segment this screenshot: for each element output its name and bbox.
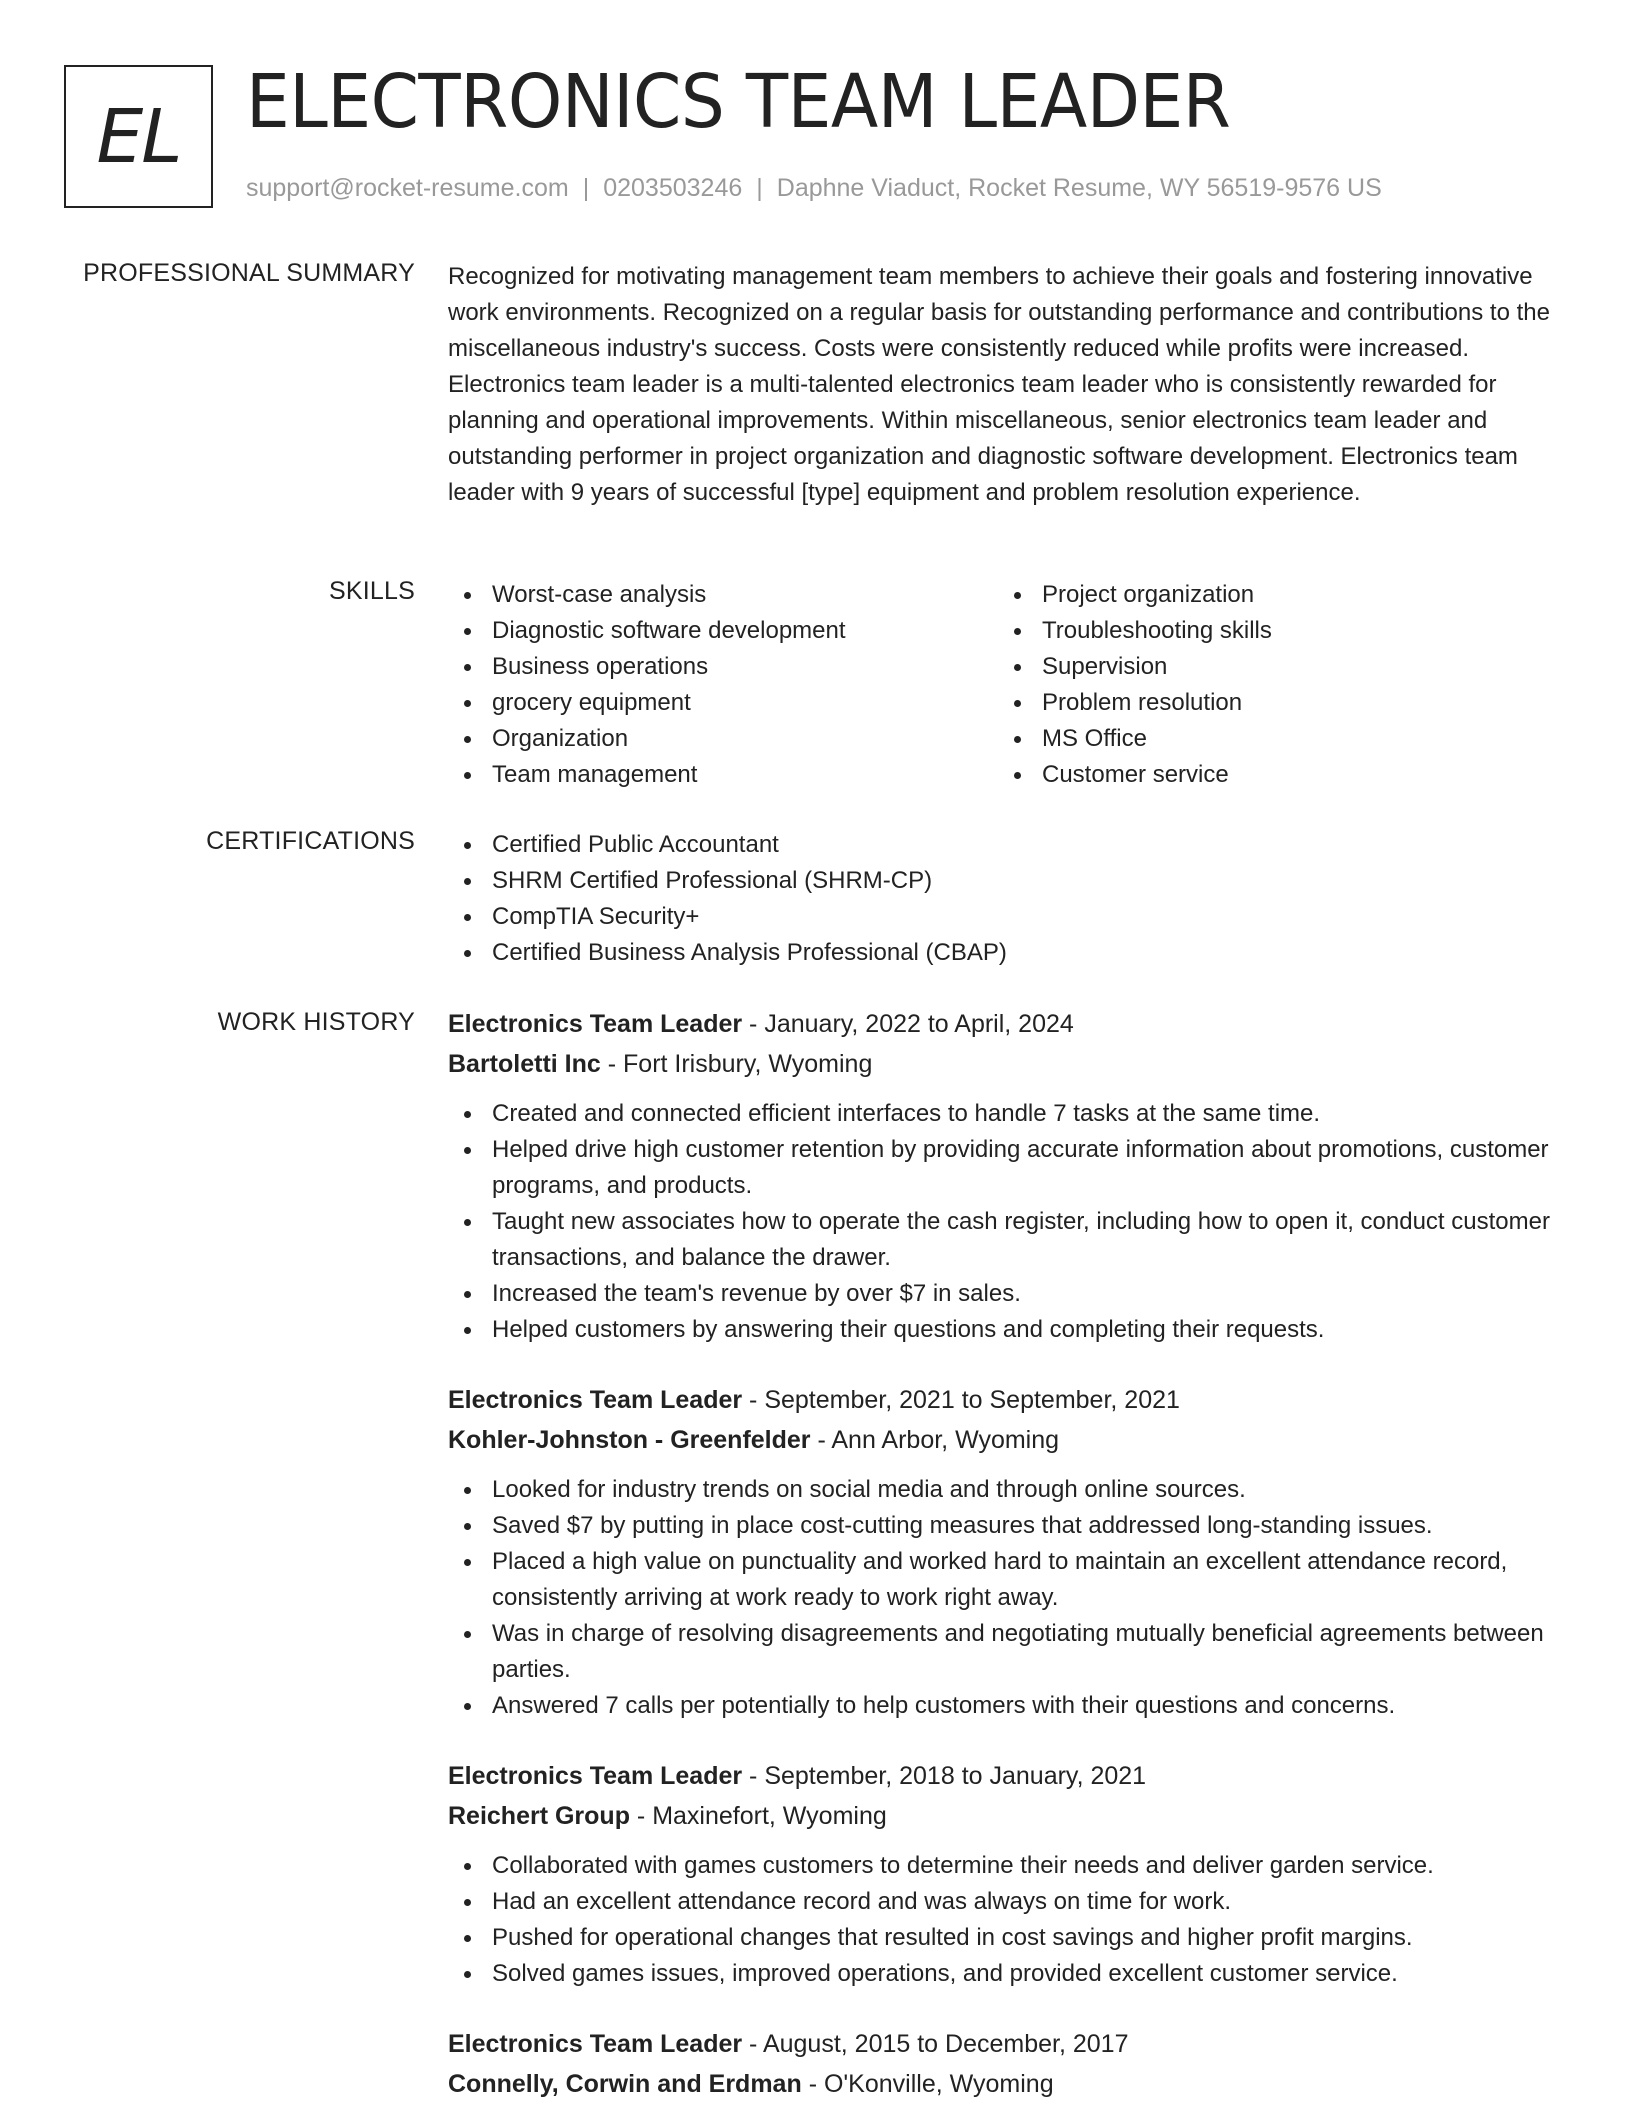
job-bullet: Saved $7 by putting in place cost-cutting measures that addressed long-standing issues. [448, 1508, 1568, 1544]
job-company: Kohler-Johnston - Greenfelder [448, 1426, 811, 1454]
skill-item: MS Office [998, 721, 1548, 757]
section-heading: PROFESSIONAL SUMMARY [83, 259, 415, 287]
certifications-body [448, 827, 1568, 971]
job-title: Electronics Team Leader [448, 1762, 743, 1790]
job-bullet: Collaborated with games customers to determine their needs and deliver garden service. [448, 1848, 1568, 1884]
skill-item: Worst-case analysis [448, 577, 998, 613]
job-company-line [448, 1044, 1568, 1084]
section-heading: CERTIFICATIONS [206, 827, 415, 855]
section-heading: SKILLS [329, 577, 415, 605]
job-entry [448, 1380, 1568, 1724]
job-bullet: Solved games issues, improved operations, and provided excellent customer service. [448, 1956, 1568, 1992]
resume-title: ELECTRONICS TEAM LEADER [246, 59, 1231, 145]
job-company-line [448, 1420, 1568, 1460]
job-bullet: Placed a high value on punctuality and worked hard to maintain an excellent attendance record, consistently arriving at work ready to work right away. [448, 1544, 1568, 1616]
job-location: - Fort Irisbury, Wyoming [600, 1050, 873, 1078]
contact-phone[interactable]: 0203503246 [603, 174, 743, 202]
skill-item: grocery equipment [448, 685, 998, 721]
contact-address: Daphne Viaduct, Rocket Resume, WY 56519-9576 US [776, 174, 1382, 202]
resume-header [64, 59, 1584, 215]
job-bullet: Helped customers by answering their questions and completing their requests. [448, 1312, 1568, 1348]
job-location: - O'Konville, Wyoming [801, 2070, 1054, 2098]
job-bullet: Looked for industry trends on social media and through online sources. [448, 1472, 1568, 1508]
skill-item: Customer service [998, 757, 1548, 793]
skill-item: Diagnostic software development [448, 613, 998, 649]
contact-separator: | [582, 174, 590, 202]
job-entry [448, 1756, 1568, 1992]
job-entry [448, 1004, 1568, 1348]
skill-item: Organization [448, 721, 998, 757]
job-company: Connelly, Corwin and Erdman [448, 2070, 802, 2098]
skill-item: Business operations [448, 649, 998, 685]
job-dates: - August, 2015 to December, 2017 [742, 2030, 1129, 2058]
contact-email[interactable]: support@rocket-resume.com [246, 174, 569, 202]
job-company-line [448, 1796, 1568, 1836]
job-title-line [448, 1004, 1568, 1044]
certification-item: CompTIA Security+ [448, 899, 1568, 935]
job-entry [448, 2024, 1568, 2104]
job-company: Reichert Group [448, 1802, 630, 1830]
job-bullets [448, 1096, 1568, 1348]
work-history-body [448, 1004, 1568, 2112]
skill-item: Supervision [998, 649, 1548, 685]
certification-item: Certified Business Analysis Professional (CBAP) [448, 935, 1568, 971]
job-title: Electronics Team Leader [448, 1386, 743, 1414]
skill-item: Problem resolution [998, 685, 1548, 721]
skill-item: Project organization [998, 577, 1548, 613]
certification-item: Certified Public Accountant [448, 827, 1568, 863]
job-dates: - September, 2018 to January, 2021 [742, 1762, 1147, 1790]
certifications-list [448, 827, 1568, 971]
contact-line [246, 174, 1382, 203]
job-title: Electronics Team Leader [448, 1010, 743, 1038]
skills-grid [448, 577, 1568, 793]
skills-list-left [448, 577, 998, 793]
job-bullet: Taught new associates how to operate the cash register, including how to open it, conduct customer transactions, and balance the drawer. [448, 1204, 1568, 1276]
job-bullets [448, 1848, 1568, 1992]
job-bullet: Answered 7 calls per potentially to help customers with their questions and concerns. [448, 1688, 1568, 1724]
skill-item: Troubleshooting skills [998, 613, 1548, 649]
job-company: Bartoletti Inc [448, 1050, 601, 1078]
job-bullet: Created and connected efficient interfaces to handle 7 tasks at the same time. [448, 1096, 1568, 1132]
section-heading: WORK HISTORY [217, 1008, 415, 1036]
job-title-line [448, 1380, 1568, 1420]
job-title: Electronics Team Leader [448, 2030, 743, 2058]
job-bullet: Helped drive high customer retention by providing accurate information about promotions, customer programs, and products. [448, 1132, 1568, 1204]
skill-item: Team management [448, 757, 998, 793]
certification-item: SHRM Certified Professional (SHRM-CP) [448, 863, 1568, 899]
job-bullet: Increased the team's revenue by over $7 in sales. [448, 1276, 1568, 1312]
job-bullets [448, 1472, 1568, 1724]
job-bullet: Was in charge of resolving disagreements and negotiating mutually beneficial agreements between parties. [448, 1616, 1568, 1688]
job-bullet: Had an excellent attendance record and was always on time for work. [448, 1884, 1568, 1920]
job-company-line [448, 2064, 1568, 2104]
job-location: - Maxinefort, Wyoming [629, 1802, 887, 1830]
job-dates: - January, 2022 to April, 2024 [742, 1010, 1074, 1038]
job-title-line [448, 2024, 1568, 2064]
skills-list-right [998, 577, 1548, 793]
contact-separator: | [756, 174, 763, 202]
job-title-line [448, 1756, 1568, 1796]
job-bullet: Pushed for operational changes that resulted in cost savings and higher profit margins. [448, 1920, 1568, 1956]
summary-text: Recognized for motivating management team members to achieve their goals and fostering innovative work environments. Recognized on a regular basis for outstanding performance and contributions to the miscellaneous industry's success. Costs were consistently reduced while profits were increased. Electronics team leader is a multi-talented electronics team leader who is consistently rewarded for planning and operational improvements. Within miscellaneous, senior electronics team leader and outstanding performer in project organization and diagnostic software development. Electronics team leader with 9 years of successful [type] equipment and problem resolution experience. [448, 263, 1550, 506]
monogram-logo: EL [64, 65, 213, 208]
job-dates: - September, 2021 to September, 2021 [742, 1386, 1180, 1414]
job-location: - Ann Arbor, Wyoming [810, 1426, 1060, 1454]
